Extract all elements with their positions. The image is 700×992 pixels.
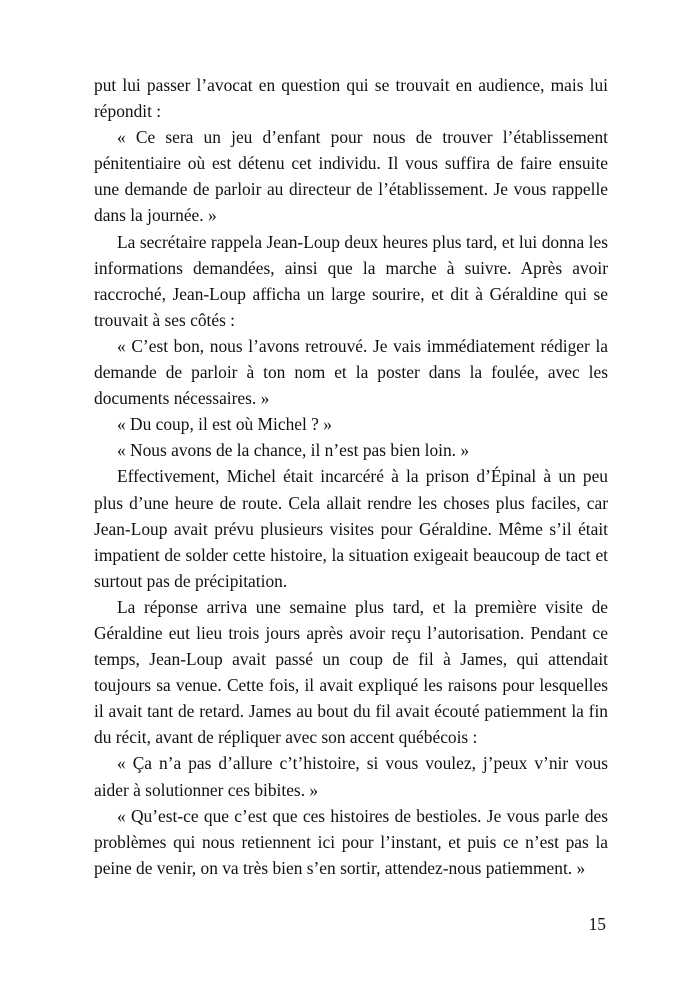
- page-text-body: [94, 72, 608, 881]
- page-number: 15: [588, 914, 606, 934]
- paragraph: Effectivement, Michel était incarcéré à la prison d’Épinal à un peu plus d’une heure de route. Cela allait rendre les choses plus faciles, car Jean-Loup avait prévu plusieurs visites pour Géraldine. Même s’il était impatient de solder cette histoire, la situation exigeait beaucoup de tact et surtout pas de précipitation.: [94, 466, 608, 591]
- paragraph: « Ça n’a pas d’allure c’t’histoire, si vous voulez, j’peux v’nir vous aider à solutionner ces bibites. »: [94, 753, 608, 800]
- paragraph: « C’est bon, nous l’avons retrouvé. Je vais immédiatement rédiger la demande de parloir à ton nom et la poster dans la foulée, avec les documents nécessaires. »: [94, 335, 608, 409]
- paragraph: « Nous avons de la chance, il n’est pas bien loin. »: [117, 440, 470, 461]
- paragraph: La secrétaire rappela Jean-Loup deux heures plus tard, et lui donna les informations demandées, ainsi que la marche à suivre. Après avoir raccroché, Jean-Loup afficha un large sourire, et dit à Géraldine qui se trouvait à ses côtés :: [94, 231, 608, 330]
- paragraph: La réponse arriva une semaine plus tard, et la première visite de Géraldine eut lieu trois jours après avoir reçu l’autorisation. Pendant ce temps, Jean-Loup avait passé un coup de fil à James, qui attendait toujours sa venue. Cette fois, il avait expliqué les raisons pour lesquelles il avait tant de retard. James au bout du fil avait écouté patiemment la fin du récit, avant de répliquer avec son accent québécois :: [94, 596, 608, 748]
- paragraph: « Du coup, il est où Michel ? »: [117, 414, 332, 435]
- paragraph: « Ce sera un jeu d’enfant pour nous de trouver l’établissement pénitentiaire où est détenu cet individu. Il vous suffira de faire ensuite une demande de parloir au directeur de l’établissement. Je vous rappelle dans la journée. »: [94, 127, 608, 226]
- paragraph: « Qu’est-ce que c’est que ces histoires de bestioles. Je vous parle des problèmes qui nous retiennent ici pour l’instant, et puis ce n’est pas la peine de venir, on va très bien s’en sortir, attendez-nous patiemment. »: [94, 805, 608, 878]
- paragraph: put lui passer l’avocat en question qui se trouvait en audience, mais lui répondit :: [94, 75, 608, 122]
